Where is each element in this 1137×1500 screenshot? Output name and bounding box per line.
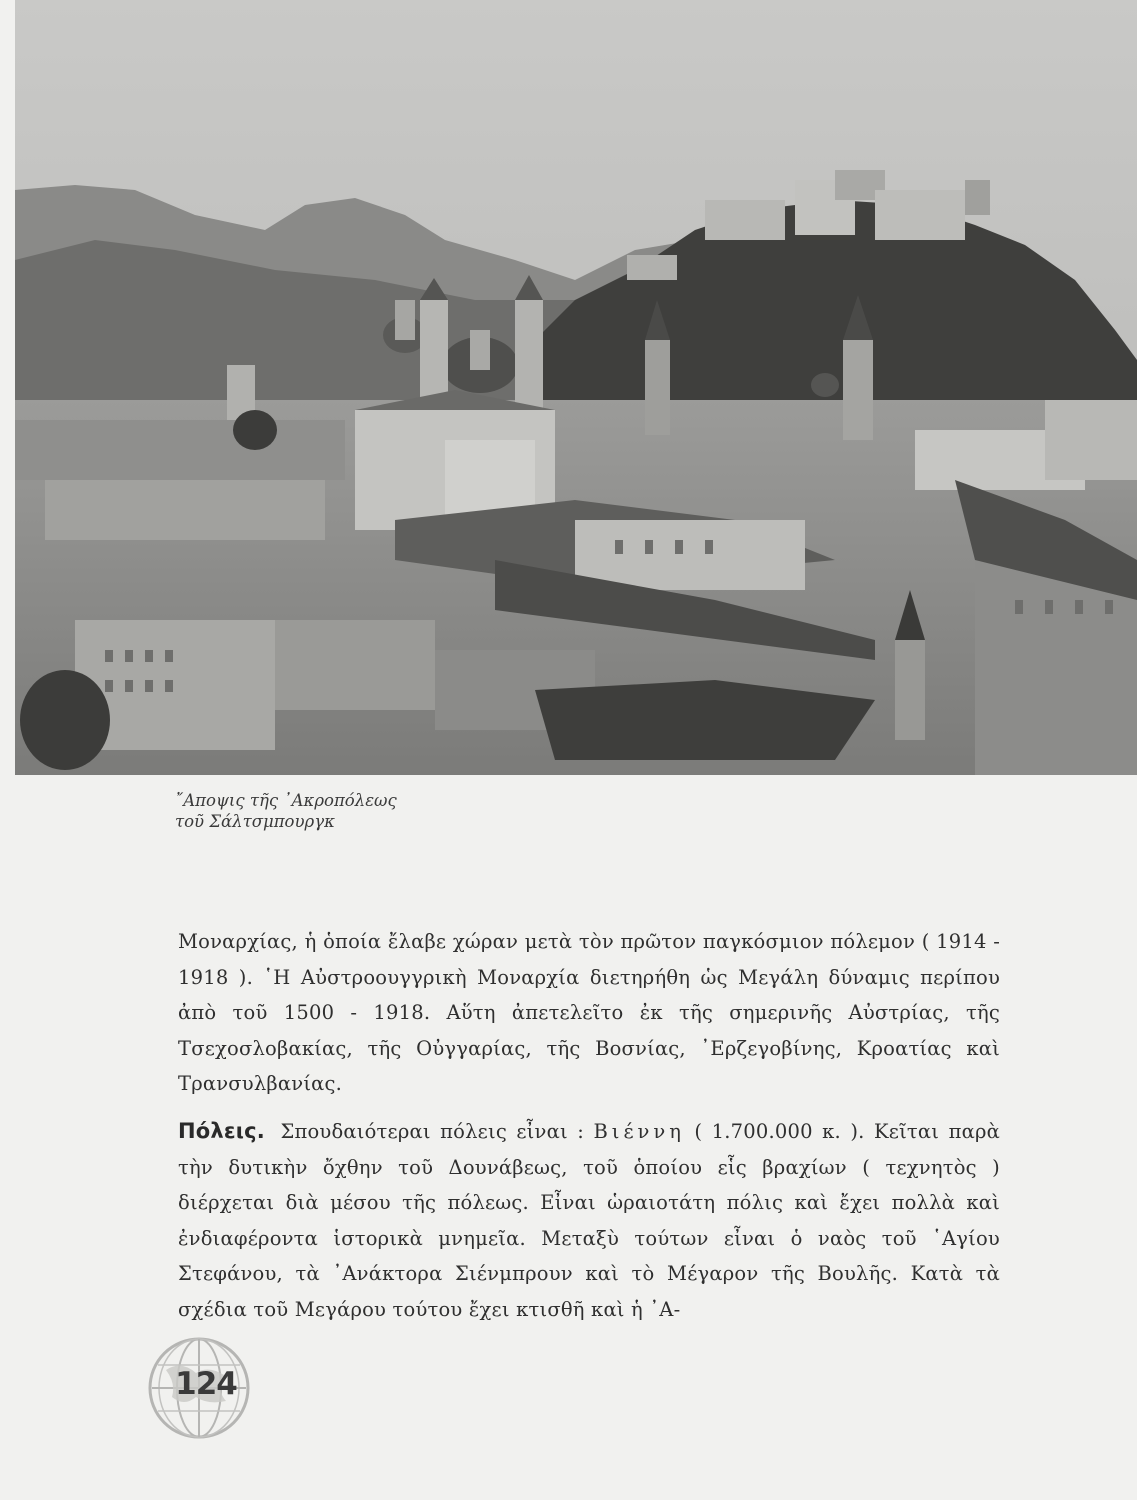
section-heading-cities: Πόλεις. (178, 1119, 265, 1143)
paragraph-monarchy-text: Μοναρχίας, ἡ ὁποία ἔλαβε χώραν μετὰ τὸν πρῶτον παγκόσμιον πόλεμον ( 1914 - 1918 ). ῾Η Αὐστροουγγρικὴ Μοναρχία διετηρήθη ὡς Μεγάλη δύναμις περίπου ἀπὸ τοῦ 1500 - 1918. Αὕτη ἀπετελεῖτο ἐκ τῆς σημερινῆς Αὐστρίας, τῆς Τσεχοσλοβακίας, τῆς Οὐγγαρίας, τῆς Βοσνίας, ᾿Ερζεγοβίνης, Κροατίας καὶ Τρανσυλβανίας. (178, 930, 1000, 1095)
paragraph-monarchy (178, 924, 1000, 1102)
cities-lead-text: Σπουδαιότεραι πόλεις εἶναι : (280, 1120, 585, 1143)
salzburg-photo (15, 0, 1137, 775)
city-name-vienna: Βιέννη (593, 1120, 685, 1143)
vienna-description: ( 1.700.000 κ. ). Κεῖται παρὰ τὴν δυτικὴν ὄχθην τοῦ Δουνάβεως, τοῦ ὁποίου εἷς βραχίων ( τεχνητὸς ) διέρχεται διὰ μέσου τῆς πόλεως. Εἶναι ὡραιοτάτη πόλις καὶ ἔχει πολλὰ καὶ ἐνδιαφέροντα ἱστορικὰ μνημεῖα. Μεταξὺ τούτων εἶναι ὁ ναὸς τοῦ ῾Αγίου Στεφάνου, τὰ ᾿Ανάκτορα Σιένμπρουν καὶ τὸ Μέγαρον τῆς Βουλῆς. Κατὰ τὰ σχέδια τοῦ Μεγάρου τούτου ἔχει κτισθῆ καὶ ἡ ᾿Α- (178, 1120, 1000, 1321)
paragraph-cities-text (178, 1114, 1000, 1327)
page-number: 124 (175, 1366, 237, 1402)
caption-line-2: τοῦ Σάλτσμπουργκ (175, 812, 335, 831)
salzburg-photo-illustration (15, 0, 1137, 775)
photo-caption (175, 790, 595, 832)
paragraph-cities (178, 1114, 1000, 1327)
caption-line-1: ῎Αποψις τῆς ᾿Ακροπόλεως (175, 791, 397, 810)
